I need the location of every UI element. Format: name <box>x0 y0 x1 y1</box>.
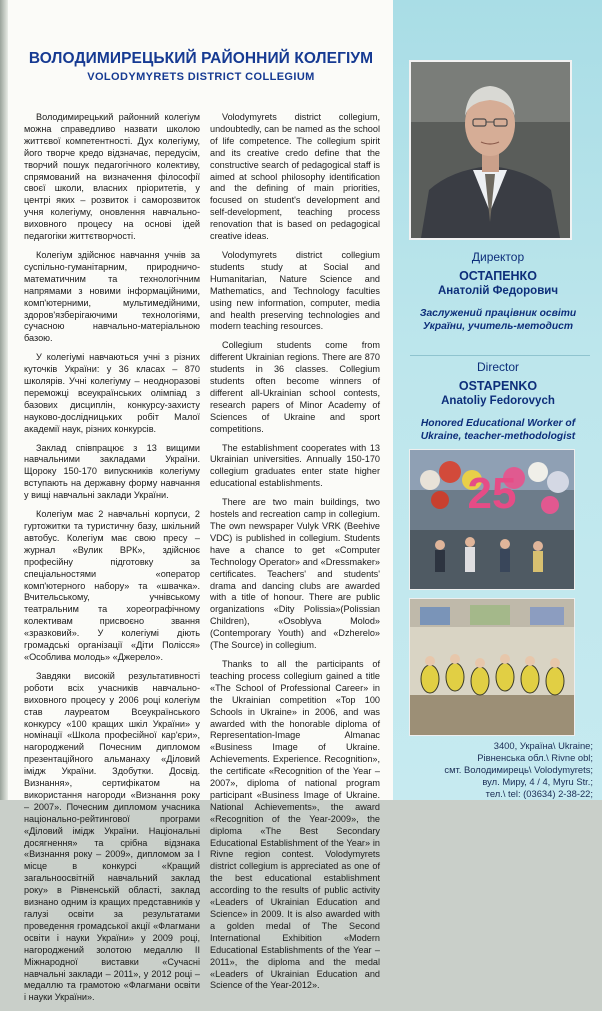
en-paragraph: Volodymyrets district collegium, undoubtedly, can be named as the school of life competence. The collegium spirit and its creative credo define that the constructive search of pedagogical staff is aimed at school philosophy identification and the defining of main priorities, focused on student's development and self-development, teaching process renovation that is based on pedagogical creative ideas. <box>210 112 380 242</box>
director-honor-ua: Заслужений працівник освіти України, учитель-методист <box>419 308 577 332</box>
en-paragraph: Collegium students come from different Ukrainian regions. There are 870 students in 36 classes. Collegium students often become winners of different all-Ukrainian school contests, research papers of Minor Academy of Sciences of Ukraine and sport competitions. <box>210 340 380 434</box>
portrait-image <box>411 62 570 238</box>
director-role-en: Director <box>476 360 519 374</box>
director-info-en <box>400 360 596 443</box>
article-title-en: VOLODYMYRETS DISTRICT COLLEGIUM <box>87 71 315 83</box>
director-surname-en: OSTAPENKO <box>458 379 538 393</box>
article-title-ua: ВОЛОДИМИРЕЦЬКИЙ РАЙОННИЙ КОЛЕГІУМ <box>28 50 374 67</box>
ua-paragraph: Колегіум має 2 навчальні корпуси, 2 гуртожитки та туристичну базу, шкільний автобус. Колегіум має свою пресу – журнал «Вулик ВРК», здійснює професійну підготовку за спеціальностями «оператор комп'ютерного набору» та «швачка». Вчительському, учнівському театральним та хореографічному колективам присвоєно звання «зразковий». У колегіумі діють громадські організації «Діти Полісся» «Особлива молодь» «Джерело». <box>24 509 200 662</box>
balloons-photo-image <box>410 450 574 589</box>
ukrainian-text-column <box>24 112 200 1011</box>
banner-number: 25 <box>467 469 517 518</box>
address-line: 3400, Україна\ Ukraine; <box>493 740 593 751</box>
event-photo-performance <box>409 598 575 736</box>
event-photo-balloons <box>409 449 575 590</box>
ua-paragraph: Завдяки високій результативності роботи всіх учасників навчально-виховного процесу у 2006 році колегіум став лауреатом Всеукраїнського конкурсу «100 кращих шкіл України» у номінації «Школа професійної кар'єри», нагороджений Почесним дипломом презентаційного альманаху «Діловий імідж України. Здобутки. Досвід. Визнання», сертифікатом на використання нагороди «Визнання року – 2007». Почесним дипломом учасника національно-рейтингової програми «Діловий імідж України. Національні досягнення» та срібна відзнака «Визнання року – 2009», дипломом за І місце в конкурсі «Кращий загальноосвітній навчальний заклад року» в Рівненській області, заклад визнано одним із кращих представників у галузі освіти за результатами проведення громадської акції «Флагмани освіти і науки України» у 2009 році, нагороджений золотою медаллю ІІ Міжнародної виставки «Сучасні навчальні заклади – 2011», у 2012 році – медаллю та грамотою «Флагмани освіти і науки України». <box>24 670 200 1003</box>
article-header <box>22 50 380 83</box>
ua-paragraph: Заклад співпрацює з 13 вищими навчальними закладами України. Щороку 150-170 випускників колегіуму вступають на державну форму навчання у вищі навчальні заклади України. <box>24 442 200 501</box>
en-paragraph: There are two main buildings, two hostels and recreation camp in collegium. The own newspaper Vulyk VRK (Beehive VDC) is published in collegium. Students have a chance to get «Computer Technology Operator» and «Dressmaker» certificates. Teachers' and students' drama and dancing clubs are awarded with a title of honour. There are public organizations «Dity Polissia»(Polissian Children), «Osoblyva Molod» (Contemporary Youth) and «Dzherelo» (The Source) in collegium. <box>210 497 380 651</box>
director-name-ua: Анатолій Федорович <box>437 285 559 297</box>
en-paragraph: The establishment cooperates with 13 Ukrainian universities. Annually 150-170 collegium graduates enter state higher educational establishments. <box>210 442 380 489</box>
director-portrait <box>409 60 572 240</box>
english-text-column <box>210 112 380 999</box>
director-name-en: Anatoliy Fedorovych <box>441 395 555 407</box>
ua-paragraph: Володимирецький районний колегіум можна справедливо назвати школою життєвої компетентності. Дух колегіуму, його творче кредо відзначає, передусім, творчий пошук педагогічного колективу, спрямований на визначення філософії своєї школи, власних пріоритетів, у центрі яких – розвиток і саморозвиток учня колегіуму, оновлення навчально-виховного процесу на основі ідей педагогіки життєтворчості. <box>24 112 200 242</box>
director-surname-ua: ОСТАПЕНКО <box>459 269 537 283</box>
ua-paragraph: У колегіумі навчаються учні з різних куточків України: у 36 класах – 870 школярів. Учні колегіуму – неодноразові переможці всеукраїнських олімпіад з базових дисциплін, конкурсу-захисту науково-дослідницьких робіт Малої академії наук, різних конкурсів. <box>24 352 200 434</box>
page-binding-edge <box>0 0 8 800</box>
ua-paragraph: Колегіум здійснює навчання учнів за суспільно-гуманітарним, природничо-математичним та технологічним напрямами з новими інформаційними, комп'ютерними, мультимедійними, здоров'язберігаючими технологіями, сучасною навчально-матеріальною базою. <box>24 249 200 344</box>
director-info-ua <box>400 250 596 333</box>
en-paragraph: Thanks to all the participants of teaching process collegium gained a title «The School of Professional Career» in the Ukrainian competition «Top 100 Schools in Ukraine» in 2006, and was awarded with the honorable diploma of Representation-Image Almanac «Business Image of Ukraine. Achievements. Experience. Recognition», the certificate «Recognition of the Year – 2007», diploma of national program participant «Business Image of Ukraine. National Achievements», the award «Recognition of the Year-2009», the diploma «The Best Secondary Educational Establishment of the Year» in Rivne region contest. Volodymyrets district collegium is appreciated as one of the best educational establishment according to the results of public activity «Leaders of Ukrainian Education and Science» in 2009. It is also awarded with a golden medal of The Second International Exhibition «Modern Educational Establishments of the Year – 2011», the diploma and the medal «Leaders of Ukrainian Education and Science of the Year-2012». <box>210 658 380 991</box>
director-role-ua: Директор <box>471 250 525 264</box>
address-line: Рівненська обл.\ Rivne obl; <box>477 751 593 763</box>
sidebar-divider <box>410 355 590 356</box>
address-line: смт. Володимирець\ Volodymyrets; <box>444 763 593 775</box>
performance-photo-image <box>410 599 574 735</box>
address-line: вул. Миру, 4 / 4, Myru Str.; <box>482 775 593 787</box>
en-paragraph: Volodymyrets district collegium students study at Social and Humanitarian, Nature Science and Mathematics, and Technology faculties using new information, computer, media and health preserving technologies and modern teaching resources. <box>210 249 380 332</box>
director-honor-en: Honored Educational Worker of Ukraine, teacher-methodologist <box>420 418 576 442</box>
address-line: тел.\ tel: (03634) 2-38-22; <box>485 787 593 799</box>
school-address <box>400 740 593 800</box>
